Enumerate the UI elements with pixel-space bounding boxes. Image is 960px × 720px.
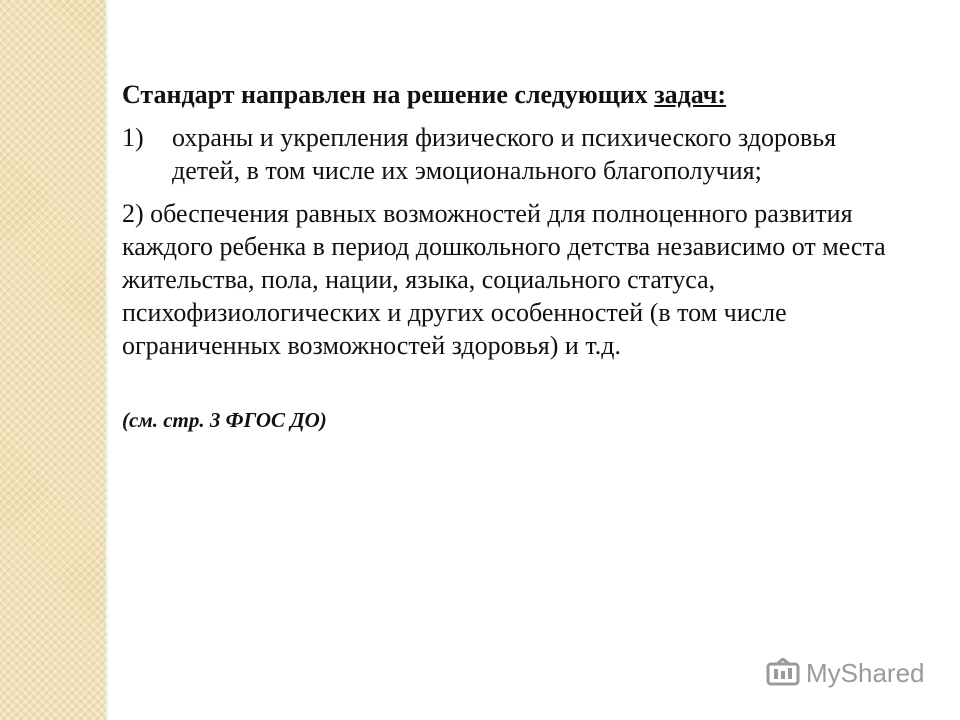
myshared-watermark	[766, 655, 926, 691]
watermark-brand: MyShared	[806, 657, 925, 688]
myshared-logo-icon	[766, 658, 800, 688]
list-item-1	[122, 121, 902, 187]
source-note: (см. стр. 3 ФГОС ДО)	[122, 408, 327, 432]
slide-heading	[122, 78, 902, 111]
side-strip-shadow	[106, 0, 110, 720]
slide-content	[122, 78, 902, 458]
list-item-2: 2) обеспечения равных возможностей для полноценного развития каждого ребенка в период дошкольного детства независимо от места жительства, пола, нации, языка, социального статуса, психофизиологических и других особенностей (в том числе ограниченных возможностей здоровья) и т.д.	[122, 199, 886, 360]
heading-underlined-word: задач:	[654, 80, 727, 109]
list-item-text: охраны и укрепления физического и психического здоровья детей, в том числе их эмоционального благополучия;	[172, 123, 837, 185]
decorative-side-strip	[0, 0, 106, 720]
heading-text: Стандарт направлен на решение следующих	[122, 80, 655, 109]
list-item-number: 1)	[122, 123, 144, 152]
